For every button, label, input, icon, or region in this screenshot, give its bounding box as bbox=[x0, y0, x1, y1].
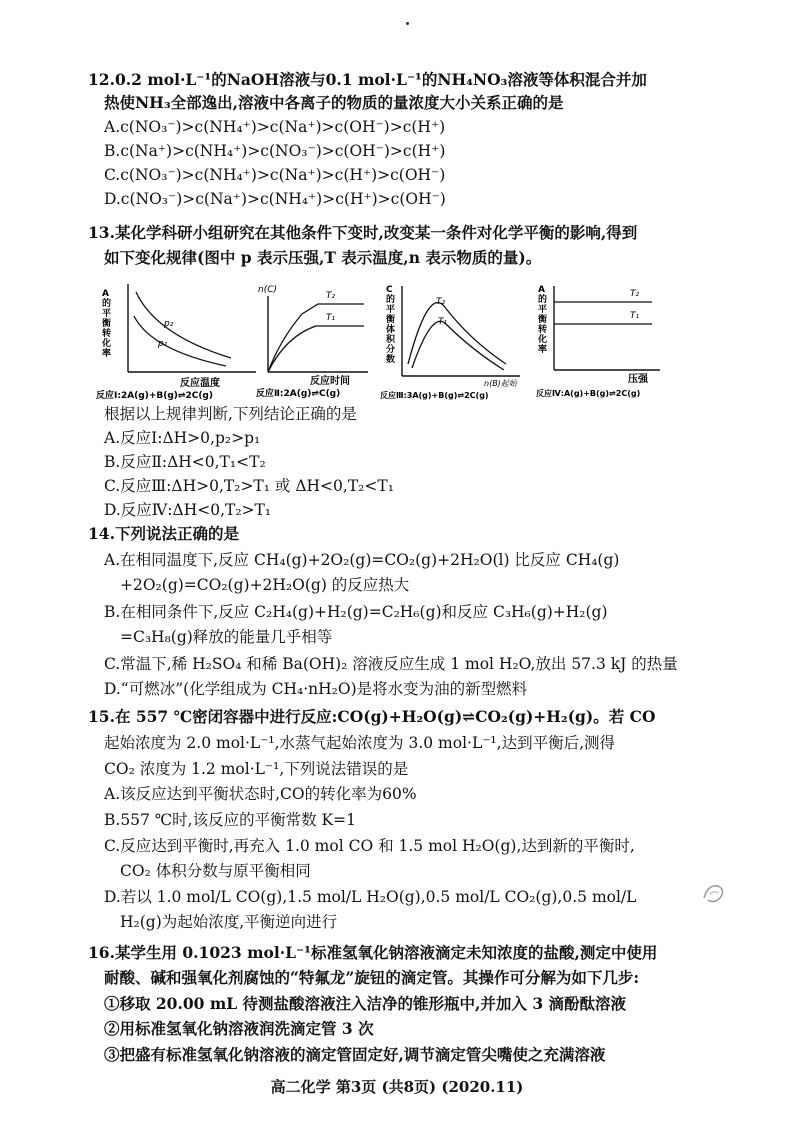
curve-t2 bbox=[408, 303, 506, 364]
graph-reaction-2 bbox=[256, 280, 374, 400]
curve-p2 bbox=[136, 292, 231, 358]
q15-stem-line1: 15.在 557 ℃密闭容器中进行反应:CO(g)+H₂O(g)⇌CO₂(g)+H₂(g)。若 CO bbox=[88, 707, 656, 726]
graph3-xlabel: n(B)起始 bbox=[484, 379, 517, 388]
graph1-curve-label-p2: p₂ bbox=[164, 319, 174, 329]
q15-option-c-line1: C.反应达到平衡时,再充入 1.0 mol CO 和 1.5 mol H₂O(g),达到新的平衡时, bbox=[104, 837, 635, 855]
graph-reaction-1 bbox=[96, 280, 264, 400]
graph4-ylabel: A 的平衡转化率 bbox=[538, 285, 548, 355]
graph3-caption: 反应Ⅲ:3A(g)+B(g)⇌2C(g) bbox=[380, 391, 489, 400]
q15-stem-line3: CO₂ 浓度为 1.2 mol·L⁻¹,下列说法错误的是 bbox=[104, 760, 409, 778]
q14-option-a-line2: +2O₂(g)=CO₂(g)+2H₂O(g) 的反应热大 bbox=[120, 576, 410, 594]
q12-stem-line2: 热使NH₃全部逸出,溶液中各离子的物质的量浓度大小关系正确的是 bbox=[104, 93, 564, 112]
q12-stem-line1: 12.0.2 mol·L⁻¹的NaOH溶液与0.1 mol·L⁻¹的NH₄NO₃溶液等体积混合并加 bbox=[88, 70, 647, 89]
q16-step-3: ③把盛有标准氢氧化钠溶液的滴定管固定好,调节滴定管尖嘴使之充满溶液 bbox=[104, 1045, 606, 1064]
q15-stem-line2: 起始浓度为 2.0 mol·L⁻¹,水蒸气起始浓度为 3.0 mol·L⁻¹,达到平衡后,测得 bbox=[104, 734, 615, 752]
graph1-curve-label-p1: p₁ bbox=[158, 339, 168, 349]
q13-option-a: A.反应Ⅰ:ΔH>0,p₂>p₁ bbox=[104, 429, 261, 447]
q13-lead: 根据以上规律判断,下列结论正确的是 bbox=[104, 405, 357, 423]
curve-p1 bbox=[134, 316, 226, 366]
graph1-caption: 反应Ⅰ:2A(g)+B(g)⇌2C(g) bbox=[96, 391, 213, 400]
curve-t1 bbox=[412, 321, 504, 370]
curve-t2 bbox=[268, 304, 364, 372]
graph4-curve-label-t1: T₁ bbox=[630, 311, 640, 321]
graph4-xlabel: 压强 bbox=[628, 374, 648, 385]
q14-stem: 14.下列说法正确的是 bbox=[88, 524, 239, 543]
curve-t1 bbox=[268, 326, 364, 372]
scan-dot bbox=[406, 22, 409, 25]
q15-option-d-line1: D.若以 1.0 mol/L CO(g),1.5 mol/L H₂O(g),0.5 mol/L CO₂(g),0.5 mol/L bbox=[104, 888, 637, 906]
q13-option-b: B.反应Ⅱ:ΔH<0,T₁<T₂ bbox=[104, 453, 266, 471]
graph4-caption: 反应Ⅳ:A(g)+B(g)⇌2C(g) bbox=[536, 389, 641, 398]
graph3-ylabel: C 的平衡体积分数 bbox=[386, 285, 396, 365]
q12-option-c: C.c(NO₃⁻)>c(NH₄⁺)>c(Na⁺)>c(H⁺)>c(OH⁻) bbox=[104, 166, 446, 184]
page-footer: 高二化学 第3页 (共8页) (2020.11) bbox=[270, 1078, 524, 1096]
q12-option-d: D.c(NO₃⁻)>c(Na⁺)>c(NH₄⁺)>c(H⁺)>c(OH⁻) bbox=[104, 190, 446, 208]
q15-option-d-line2: H₂(g)为起始浓度,平衡逆向进行 bbox=[120, 913, 338, 931]
q13-option-d: D.反应Ⅳ:ΔH<0,T₂>T₁ bbox=[104, 501, 272, 519]
q16-stem-line2: 耐酸、碱和强氧化剂腐蚀的“特氟龙”旋钮的滴定管。其操作可分解为如下几步: bbox=[104, 968, 640, 987]
scan-smudge bbox=[700, 880, 728, 906]
graph2-curve-label-t2: T₂ bbox=[326, 291, 336, 301]
q16-step-2: ②用标准氢氧化钠溶液润洗滴定管 3 次 bbox=[104, 1019, 374, 1038]
q15-option-c-line2: CO₂ 体积分数与原平衡相同 bbox=[120, 862, 311, 880]
graph-reaction-4 bbox=[532, 280, 682, 400]
q14-option-b-line1: B.在相同条件下,反应 C₂H₄(g)+H₂(g)=C₂H₆(g)和反应 C₃H₆(g)+H₂(g) bbox=[104, 603, 608, 621]
q16-stem-line1: 16.某学生用 0.1023 mol·L⁻¹标准氢氧化钠溶液滴定未知浓度的盐酸,测定中使用 bbox=[88, 943, 658, 962]
q13-stem-line1: 13.某化学科研小组研究在其他条件下变时,改变某一条件对化学平衡的影响,得到 bbox=[88, 223, 638, 242]
q14-option-d: D.“可燃冰”(化学组成为 CH₄·nH₂O)是将水变为油的新型燃料 bbox=[104, 680, 528, 698]
graph2-ylabel: n(C) bbox=[258, 285, 278, 295]
q12-option-b: B.c(Na⁺)>c(NH₄⁺)>c(NO₃⁻)>c(OH⁻)>c(H⁺) bbox=[104, 142, 446, 160]
graph2-curve-label-t1: T₁ bbox=[326, 313, 336, 323]
q12-option-a: A.c(NO₃⁻)>c(NH₄⁺)>c(Na⁺)>c(OH⁻)>c(H⁺) bbox=[104, 118, 446, 136]
graph3-curve-label-t1: T₁ bbox=[438, 317, 448, 327]
q14-option-b-line2: =C₃H₈(g)释放的能量几乎相等 bbox=[120, 628, 333, 646]
graph3-curve-label-t2: T₂ bbox=[436, 297, 446, 307]
q13-stem-line2: 如下变化规律(图中 p 表示压强,T 表示温度,n 表示物质的量)。 bbox=[104, 248, 542, 267]
graph-reaction-3 bbox=[380, 280, 530, 400]
graph2-xlabel: 反应时间 bbox=[310, 376, 350, 387]
q14-option-c: C.常温下,稀 H₂SO₄ 和稀 Ba(OH)₂ 溶液反应生成 1 mol H₂O,放出 57.3 kJ 的热量 bbox=[104, 655, 678, 673]
graph4-curve-label-t2: T₂ bbox=[630, 289, 640, 299]
q13-option-c: C.反应Ⅲ:ΔH>0,T₂>T₁ 或 ΔH<0,T₂<T₁ bbox=[104, 477, 394, 495]
q15-option-b: B.557 ℃时,该反应的平衡常数 K=1 bbox=[104, 811, 356, 829]
graph1-ylabel: A 的平衡转化率 bbox=[102, 289, 112, 359]
q14-option-a-line1: A.在相同温度下,反应 CH₄(g)+2O₂(g)=CO₂(g)+2H₂O(l) 比反应 CH₄(g) bbox=[104, 551, 620, 569]
q16-step-1: ①移取 20.00 mL 待测盐酸溶液注入洁净的锥形瓶中,并加入 3 滴酚酞溶液 bbox=[104, 994, 626, 1013]
graph2-caption: 反应Ⅱ:2A(g)⇌C(g) bbox=[256, 389, 341, 399]
q15-option-a: A.该反应达到平衡状态时,CO的转化率为60% bbox=[104, 785, 417, 803]
graph1-xlabel: 反应温度 bbox=[180, 378, 220, 389]
